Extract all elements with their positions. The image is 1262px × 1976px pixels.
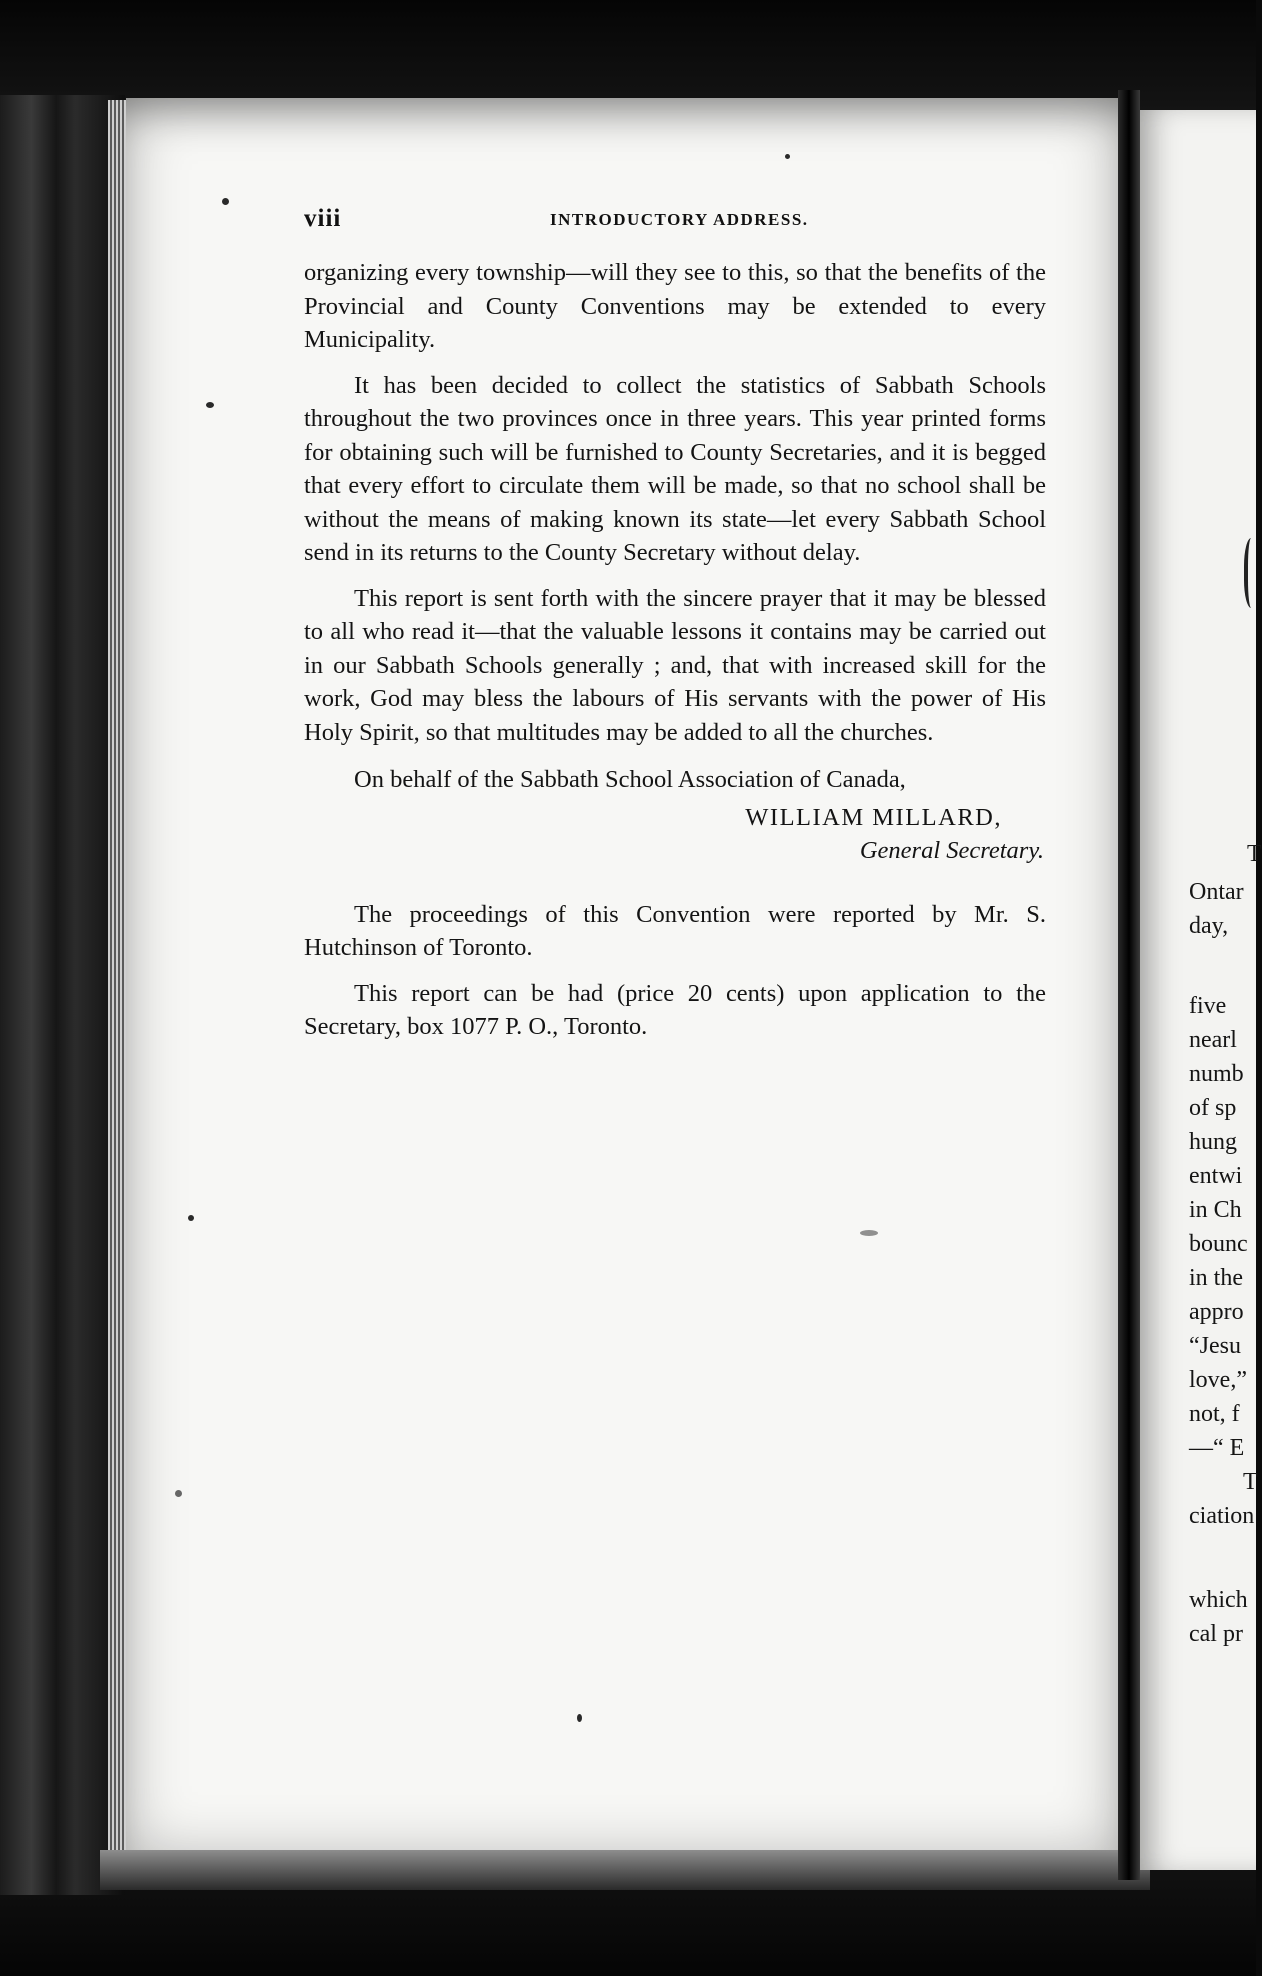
- facing-page-line: “Jesu: [1189, 1333, 1241, 1359]
- facing-page-line: not, f: [1189, 1401, 1240, 1427]
- facing-page-line: five: [1189, 993, 1227, 1019]
- facing-page-line: which: [1189, 1587, 1248, 1613]
- facing-page-line: appro: [1189, 1299, 1244, 1325]
- book-gutter: [1118, 90, 1140, 1880]
- facing-page-line: entwi: [1189, 1163, 1243, 1189]
- paragraph-4: On behalf of the Sabbath School Association of Canada,: [354, 766, 906, 793]
- facing-page-line: ciation: [1189, 1503, 1255, 1529]
- scan-speck: [860, 1230, 878, 1236]
- running-head: [304, 205, 1046, 235]
- scan-speck: [785, 154, 790, 159]
- facing-page-line: day,: [1189, 913, 1229, 939]
- facing-page-line: hung: [1189, 1129, 1237, 1155]
- signature-block: [304, 801, 1046, 868]
- signatory-name: WILLIAM MILLARD,: [745, 803, 1002, 831]
- facing-page-line: love,”: [1189, 1367, 1247, 1393]
- scan-speck: [222, 198, 229, 205]
- facing-page-line: Ontar: [1189, 879, 1244, 905]
- paragraph-2: It has been decided to collect the statistics of Sabbath Schools throughout the two provinces once in three years. This year printed forms for obtaining such will be furnished to County Secretaries, and it is begged that every effort to circulate them will be made, so that no school shall be without the means of making known its state—let every Sabbath School send in its returns to the County Secretary without delay.: [304, 371, 1046, 566]
- facing-page-line: in Ch: [1189, 1197, 1242, 1223]
- facing-page-line: T: [1243, 1469, 1258, 1495]
- page-body: [304, 256, 1046, 1044]
- scan-speck: [577, 1714, 582, 1722]
- facing-page-line: of sp: [1189, 1095, 1237, 1121]
- page-bottom-shadow: [100, 1850, 1150, 1890]
- signatory-title: General Secretary.: [859, 837, 1044, 864]
- facing-page-line: numb: [1189, 1061, 1244, 1087]
- running-head-title: INTRODUCTORY ADDRESS.: [550, 210, 809, 229]
- paragraph-3: This report is sent forth with the sincere prayer that it may be blessed to all who read it—that the valuable lessons it contains may be carried out in our Sabbath Schools generally ; and, that with increased skill for the work, God may bless the labours of His servants with the power of His Holy Spirit, so that multitudes may be added to all the churches.: [304, 584, 1046, 746]
- facing-page-line: T: [1247, 841, 1262, 867]
- facing-page-line: cal pr: [1189, 1621, 1243, 1647]
- book-binding: [0, 95, 125, 1895]
- scan-speck: [188, 1215, 194, 1221]
- scan-speck: [206, 402, 214, 408]
- page-number: viii: [304, 205, 342, 232]
- facing-page-line: bounc: [1189, 1231, 1248, 1257]
- paragraph-1: organizing every township—will they see to this, so that the benefits of the Provincial and County Conventions may be extended to every Municipality.: [304, 259, 1046, 353]
- ornament-mark: [1244, 538, 1262, 608]
- paragraph-6: This report can be had (price 20 cents) upon application to the Secretary, box 1077 P. O., Toronto.: [304, 979, 1046, 1040]
- scan-speck: [175, 1490, 182, 1497]
- facing-page-line: nearl: [1189, 1027, 1237, 1053]
- facing-page-line: in the: [1189, 1265, 1243, 1291]
- paragraph-5: The proceedings of this Convention were reported by Mr. S. Hutchinson of Toronto.: [304, 900, 1046, 961]
- facing-page-line: —“ E: [1189, 1435, 1245, 1461]
